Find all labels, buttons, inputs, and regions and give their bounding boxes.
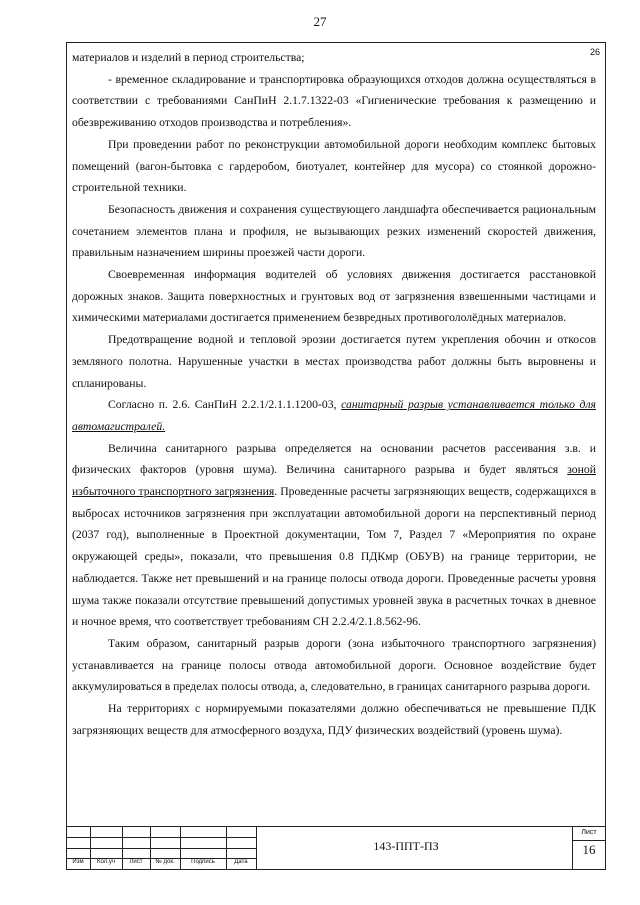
- page-number-top: 27: [313, 14, 327, 29]
- stamp-col-doc-num: № док.: [155, 859, 175, 865]
- sheet-label: Лист: [581, 829, 597, 836]
- stamp-row-line: [66, 848, 256, 849]
- corner-page-number: 26: [589, 47, 600, 57]
- paragraph-1: материалов и изделий в период строительства;: [72, 51, 305, 64]
- stamp-row-line: [66, 837, 256, 838]
- stamp-col-signature: Подпись: [191, 859, 215, 865]
- paragraph-6: Предотвращение водной и тепловой эрозии достигается путем укрепления обочин и откосов земляного полотна. Нарушенные участки в местах производства работ должны быть выровнены и спланированы.: [72, 333, 596, 390]
- stamp-col-list: Лист: [129, 859, 143, 865]
- paragraph-5: Своевременная информация водителей об условиях движения достигается расстановкой дорожных знаков. Защита поверхностных и грунтовых вод от загрязнения взвешенными частицами и химическими материалами достигается применением безвредных противогололёдных материалов.: [72, 268, 596, 325]
- paragraph-3: При проведении работ по реконструкции автомобильной дороги необходим комплекс бытовых помещений (вагон-бытовка с гардеробом, биотуалет, контейнер для мусора) со стоянкой дорожно-строительной техники.: [72, 137, 596, 195]
- stamp-col-izm: Изм: [72, 859, 84, 865]
- sheet-number: 16: [582, 842, 596, 857]
- paragraph-8: [72, 438, 596, 633]
- pollution-zone-term: зоной избыточного транспортного загрязнения: [72, 463, 596, 499]
- paragraph-2: - временное складирование и транспортировка образующихся отходов должна осуществляться в соответствии с требованиями СанПиН 2.1.7.1322-03 «Гигиенические требования к размещению и обезвреживанию отходов производства и потребления».: [72, 72, 596, 130]
- paragraph-7-text: Согласно п. 2.6. СанПиН 2.2.1/2.1.1.1200-03,: [108, 398, 342, 412]
- title-block-stamp: [66, 826, 606, 870]
- paragraph-7: [72, 394, 596, 437]
- stamp-col-kol-uch: Кол.уч: [97, 859, 115, 865]
- paragraph-8-text-start: Величина санитарного разрыва определяется на основании расчетов рассеивания з.в. и физических факторов (уровня шума). Величина санитарного разрыва и будет являться: [72, 441, 596, 477]
- paragraph-8-text-end: . Проведенные расчеты загрязняющих веществ, содержащихся в выбросах источников загрязнения при эксплуатации автомобильной дороги на перспективный период (2037 год), выполненные в Проектной документации, Том 7, Раздел 7 «Мероприятия по охране окружающей среды», показали, что превышения 0.8 ПДКмр (ОБУВ) на границе территории, не наблюдается. Также нет превышений и на границе полосы отвода дороги. Проведенные расчеты уровня шума также показали отсутствие превышений допустимых уровней звука в расчетных точках в дневное и ночное время, что соответствует требованиям СН 2.2.4/2.1.8.562-96.: [72, 485, 596, 629]
- paragraph-9: Таким образом, санитарный разрыв дороги (зона избыточного транспортного загрязнения) устанавливается на границе полосы отвода автомобильной дороги. Основное воздействие будет аккумулироваться в пределах полосы отвода, а, следовательно, в границах санитарного разрыва дороги.: [72, 636, 596, 694]
- stamp-col-date: Дата: [234, 859, 248, 865]
- paragraph-4: Безопасность движения и сохранения существующего ландшафта обеспечивается рациональным сочетанием элементов плана и профиля, не вызывающих резких изменений скоростей движения, правильным назначением ширины проезжей части дороги.: [72, 202, 596, 260]
- stamp-sheet-line: [572, 840, 606, 841]
- sanitary-gap-note: санитарный разрыв устанавливается только для автомагистралей.: [72, 398, 596, 433]
- document-code: 143-ППТ-ПЗ: [373, 839, 439, 853]
- paragraph-10: На территориях с нормируемыми показателями должно обеспечиваться не превышение ПДК загрязняющих веществ для атмосферного воздуха, ПДУ физических воздействий (уровень шума).: [72, 702, 596, 737]
- document-body: [72, 47, 596, 742]
